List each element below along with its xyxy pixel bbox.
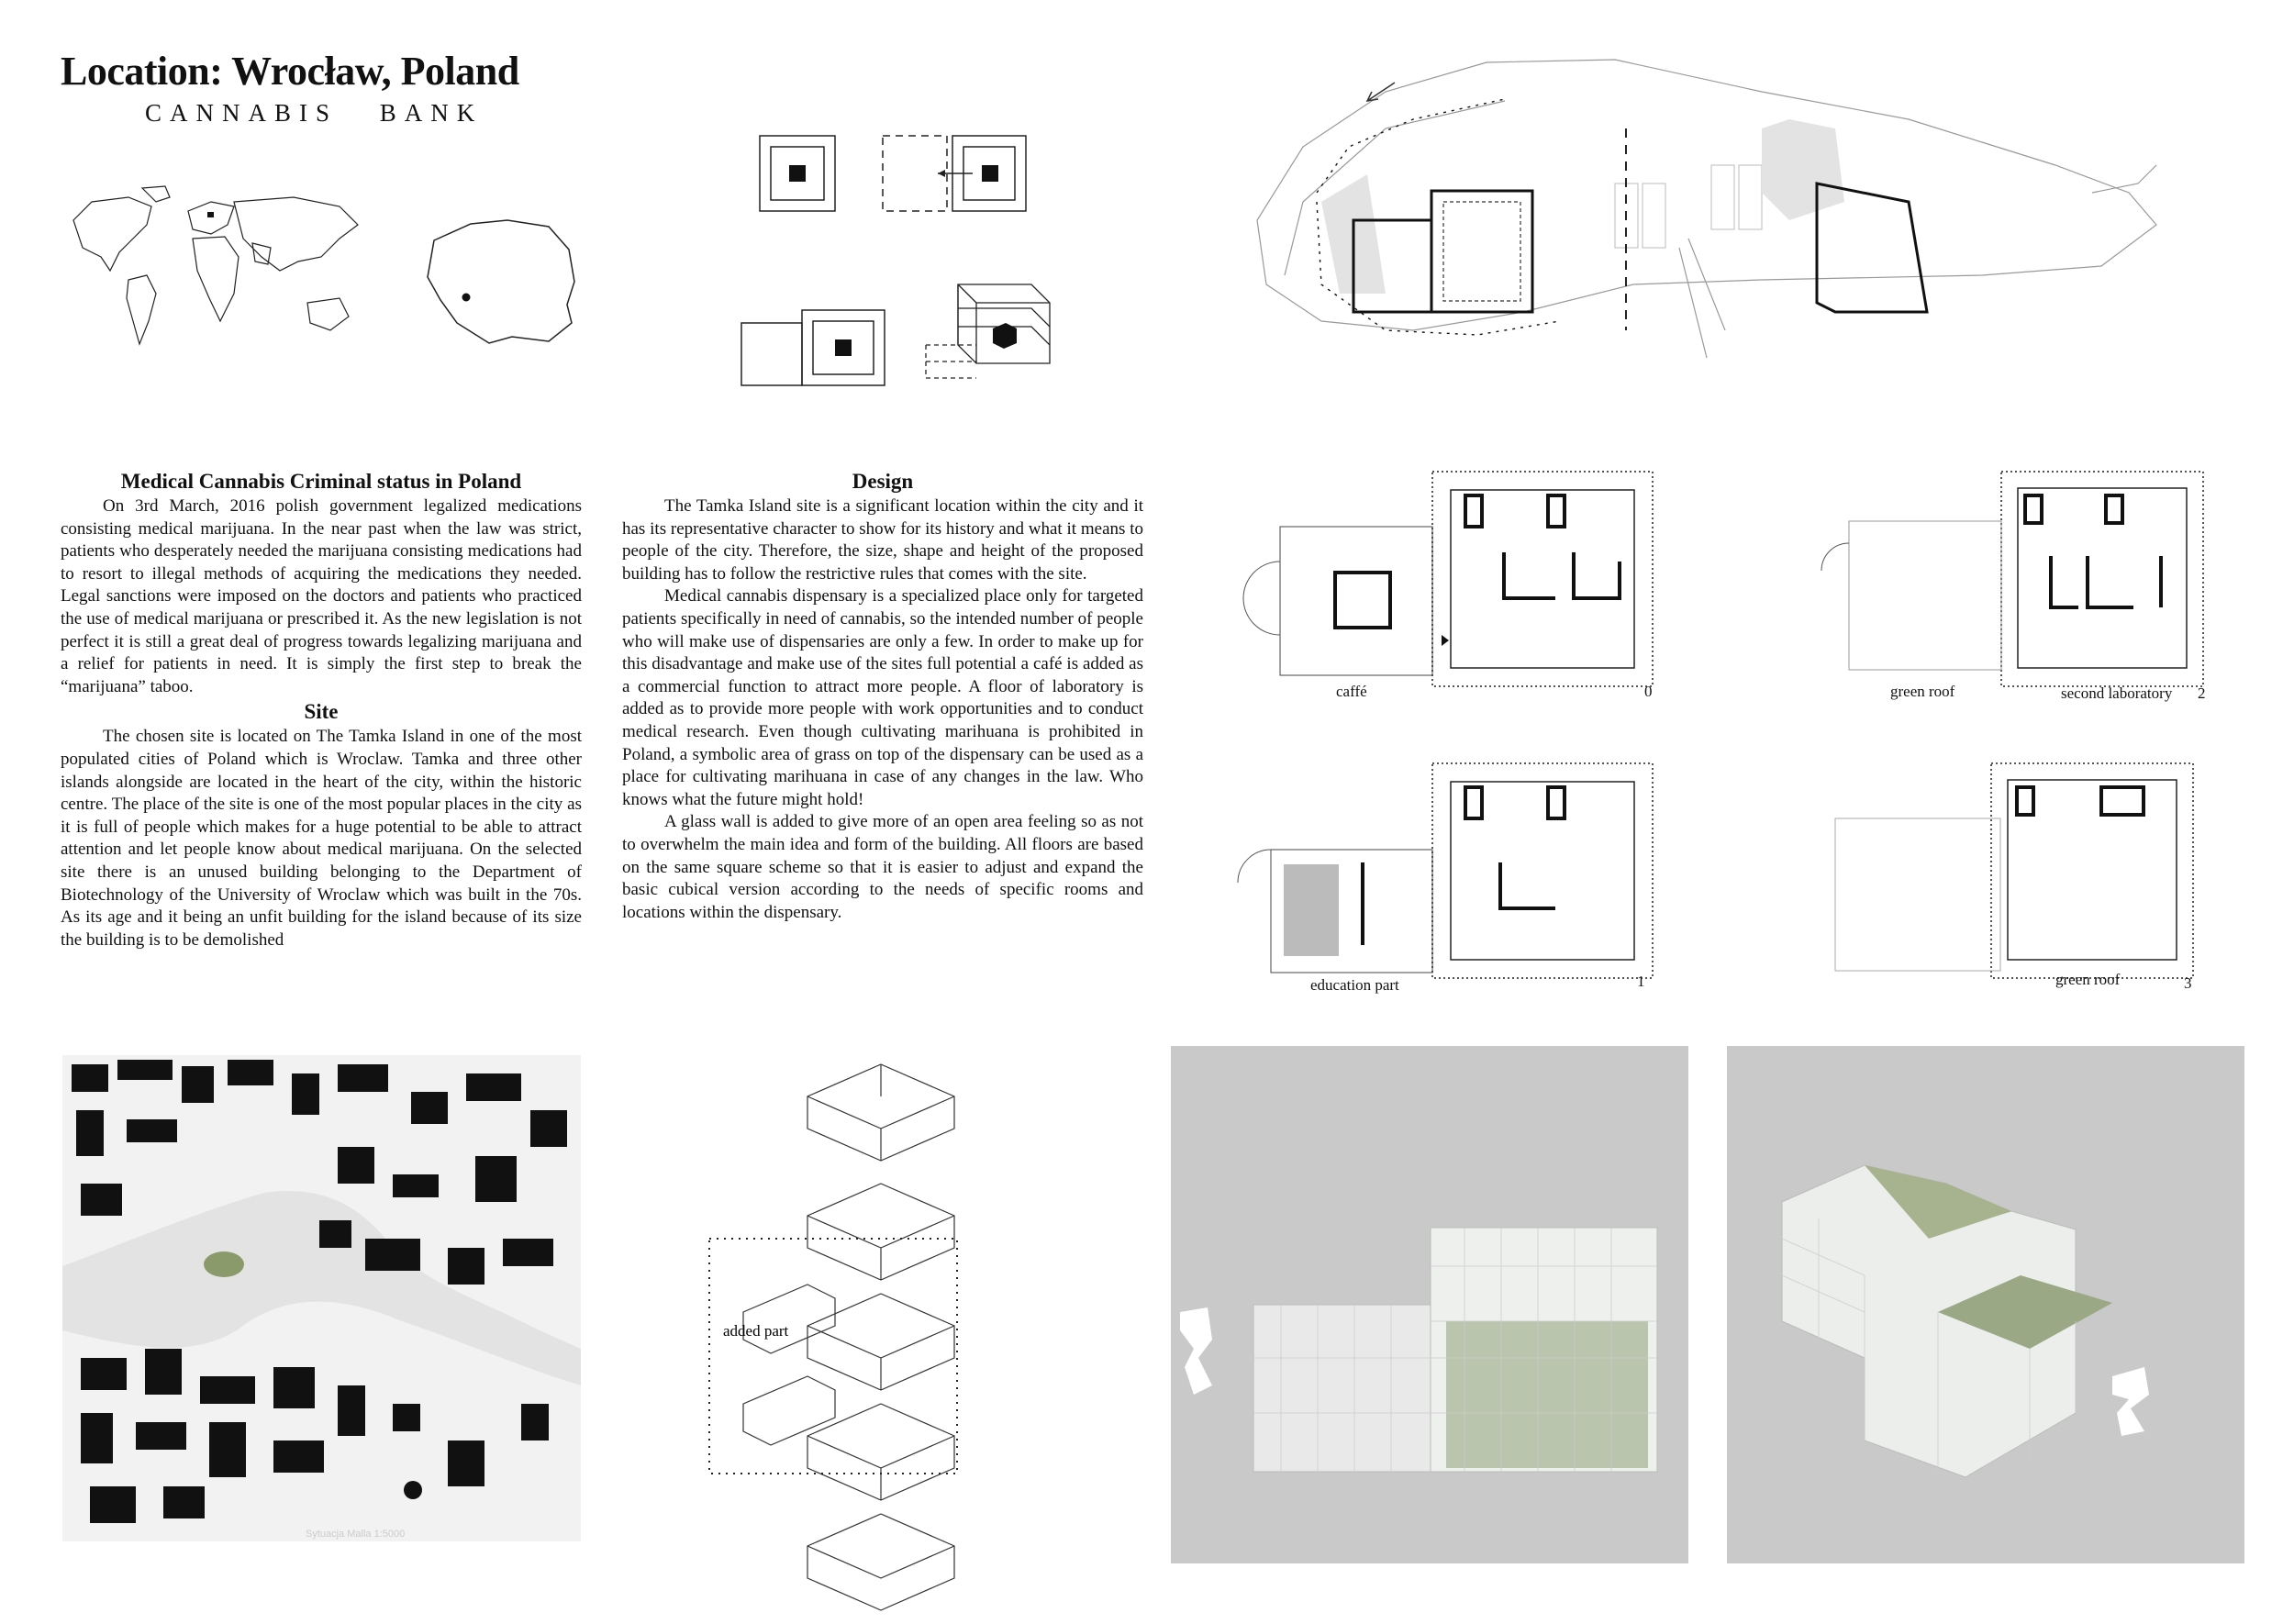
world-map xyxy=(64,184,376,358)
exploded-axonometric xyxy=(707,1055,1055,1624)
floor1-label: education part xyxy=(1310,976,1399,994)
floor0-label: caffé xyxy=(1336,683,1367,700)
added-part-label: added part xyxy=(723,1322,789,1340)
floor-plan-1 xyxy=(1225,762,1656,982)
site-body: The chosen site is located on The Tamka Island in one of the most populated cities of Poland which is Wroclaw. Tamka and three other islands alongside are located in the heart of the city, within the historic centre. The place of the site is one of the most popular places in the city as it is full of people which makes for a huge potential to be able to attract attention and let people know about medical marijuana. On the selected site there is an unused building belonging to the Department of Biotechnology of the University of Wroclaw which was built in the 70s. As its age and it being an unfit building for the island because of its size the building is to be demolished xyxy=(61,727,582,950)
design-heading: Design xyxy=(852,470,914,493)
site-plan xyxy=(1248,55,2221,440)
criminal-status-heading: Medical Cannabis Criminal status in Poland xyxy=(120,470,522,493)
text-column-design xyxy=(622,470,1143,924)
floor1-number: 1 xyxy=(1637,973,1645,990)
render-elevation xyxy=(1171,1046,1688,1563)
floor3-label: green roof xyxy=(2055,971,2121,988)
floor2-label-left: green roof xyxy=(1890,683,1955,700)
design-paragraph-2: Medical cannabis dispensary is a specialized place only for targeted patients specifically in need of cannabis, so the intended number of people who will make use of dispensaries are only a few. In order to make up for this disadvantage and make use of the sites full potential a café is added as a commercial function to attract more people. A floor of laboratory is added as to provide more people with work opportunities and to conduct medical research. Even though cultivating marihuana is prohibited in Poland, a symbolic area of grass on top of the dispensary can be used as a place for cultivating marihuana in case of any changes in the law. Who knows what the future might hold! xyxy=(622,586,1143,809)
city-map xyxy=(62,1055,581,1541)
concept-diagram-4 xyxy=(921,281,1059,400)
site-heading: Site xyxy=(304,700,339,724)
criminal-status-body: On 3rd March, 2016 polish government legalized medications consisting medical marijuana. In the near past when the law was strict, patients who desperately needed the marijuana consisting medications had to resort to illegal methods of acquiring the medications they needed. Legal sanctions were imposed on the doctors and patients who practiced the use of medical marijuana or prescribed it. As the new legislation is not perfect it is still a great deal of progress towards legalizing marijuana and a relief for patients in need. It is simply the first step to break the “marijuana” taboo. xyxy=(61,496,582,696)
floor0-number: 0 xyxy=(1644,683,1653,700)
floor-plan-0 xyxy=(1225,470,1656,690)
floor3-number: 3 xyxy=(2184,974,2192,992)
design-paragraph-1: The Tamka Island site is a significant location within the city and it has its representative character to show for its history and what it means to people of the city. Therefore, the size, shape and height of the proposed building has to follow the restrictive rules that comes with the site. xyxy=(622,496,1143,584)
page-subtitle: CANNABIS BANK xyxy=(145,99,484,127)
concept-diagram-2 xyxy=(881,134,1028,213)
floor2-label-right: second laboratory xyxy=(2061,684,2173,702)
floor-plan-3 xyxy=(1826,762,2211,982)
page-title: Location: Wrocław, Poland xyxy=(61,49,519,94)
city-map-caption: Sytuacja Malla 1:5000 xyxy=(306,1529,406,1540)
poland-map xyxy=(420,213,585,350)
concept-diagram-3 xyxy=(740,308,888,387)
floor-plan-2 xyxy=(1785,470,2207,690)
wroclaw-marker xyxy=(462,294,471,302)
text-column-left xyxy=(61,470,582,951)
design-paragraph-3: A glass wall is added to give more of an open area feeling so as not to overwhelm the main idea and form of the building. All floors are based on the same square scheme so that it is easier to adjust and expand the basic cubical version according to the needs of specific rooms and locations within the dispensary. xyxy=(622,812,1143,922)
concept-diagram-1 xyxy=(758,134,837,213)
floor2-number: 2 xyxy=(2198,684,2206,702)
render-axonometric xyxy=(1727,1046,2244,1563)
